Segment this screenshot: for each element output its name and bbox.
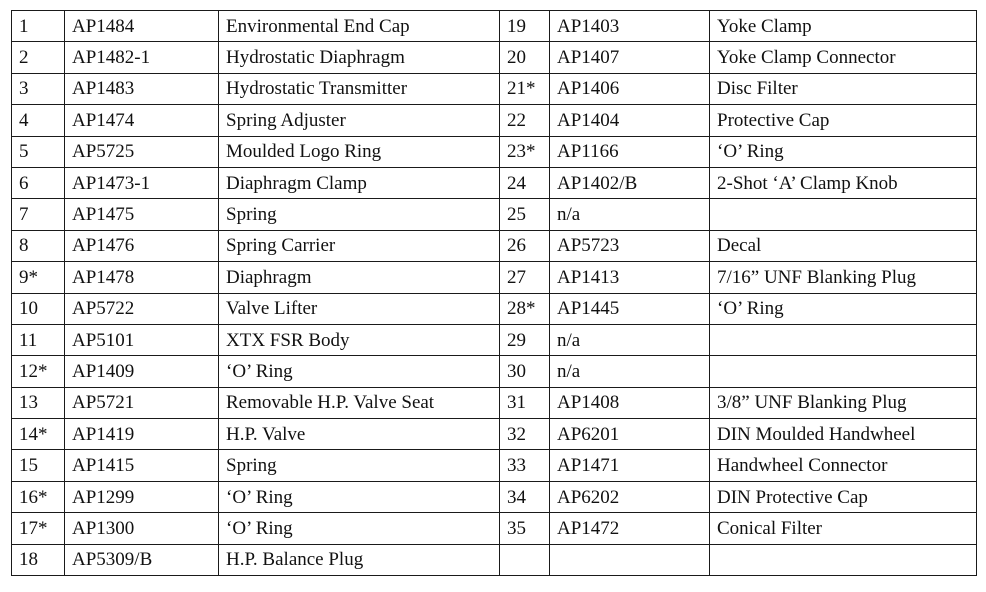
item-number-cell: 32	[500, 419, 550, 450]
table-row	[12, 356, 977, 387]
item-number-cell: 9*	[12, 262, 65, 293]
part-number-cell	[550, 544, 710, 575]
item-number-cell: 27	[500, 262, 550, 293]
part-number-cell: AP1482-1	[65, 42, 219, 73]
part-number-cell: AP1403	[550, 11, 710, 42]
part-number-cell: AP5722	[65, 293, 219, 324]
description-cell: Hydrostatic Diaphragm	[219, 42, 500, 73]
item-number-cell: 25	[500, 199, 550, 230]
item-number-cell: 12*	[12, 356, 65, 387]
item-number-cell: 16*	[12, 481, 65, 512]
part-number-cell: AP1483	[65, 73, 219, 104]
item-number-cell: 30	[500, 356, 550, 387]
part-number-cell: AP1409	[65, 356, 219, 387]
parts-list-body	[12, 11, 977, 576]
table-row	[12, 450, 977, 481]
description-cell	[710, 544, 977, 575]
description-cell	[710, 199, 977, 230]
description-cell: Decal	[710, 230, 977, 261]
item-number-cell: 13	[12, 387, 65, 418]
description-cell: Protective Cap	[710, 105, 977, 136]
part-number-cell: AP1471	[550, 450, 710, 481]
description-cell: H.P. Valve	[219, 419, 500, 450]
table-row	[12, 513, 977, 544]
description-cell: Diaphragm Clamp	[219, 167, 500, 198]
description-cell: Disc Filter	[710, 73, 977, 104]
item-number-cell: 24	[500, 167, 550, 198]
item-number-cell: 10	[12, 293, 65, 324]
description-cell: ‘O’ Ring	[710, 136, 977, 167]
description-cell	[710, 324, 977, 355]
description-cell: ‘O’ Ring	[710, 293, 977, 324]
parts-list-table	[11, 10, 977, 576]
description-cell: Yoke Clamp Connector	[710, 42, 977, 73]
description-cell: 2-Shot ‘A’ Clamp Knob	[710, 167, 977, 198]
part-number-cell: AP1478	[65, 262, 219, 293]
description-cell: Hydrostatic Transmitter	[219, 73, 500, 104]
item-number-cell: 7	[12, 199, 65, 230]
part-number-cell: n/a	[550, 356, 710, 387]
description-cell: ‘O’ Ring	[219, 481, 500, 512]
part-number-cell: AP5721	[65, 387, 219, 418]
part-number-cell: AP6201	[550, 419, 710, 450]
part-number-cell: AP1419	[65, 419, 219, 450]
description-cell: Valve Lifter	[219, 293, 500, 324]
part-number-cell: AP1406	[550, 73, 710, 104]
table-row	[12, 387, 977, 418]
item-number-cell	[500, 544, 550, 575]
description-cell: Spring	[219, 450, 500, 481]
description-cell: Diaphragm	[219, 262, 500, 293]
part-number-cell: AP1300	[65, 513, 219, 544]
table-row	[12, 105, 977, 136]
part-number-cell: AP1484	[65, 11, 219, 42]
table-row	[12, 42, 977, 73]
item-number-cell: 23*	[500, 136, 550, 167]
table-row	[12, 136, 977, 167]
part-number-cell: AP1474	[65, 105, 219, 136]
part-number-cell: AP5309/B	[65, 544, 219, 575]
part-number-cell: AP1408	[550, 387, 710, 418]
part-number-cell: AP1407	[550, 42, 710, 73]
item-number-cell: 3	[12, 73, 65, 104]
part-number-cell: AP1445	[550, 293, 710, 324]
description-cell: 7/16” UNF Blanking Plug	[710, 262, 977, 293]
part-number-cell: AP5723	[550, 230, 710, 261]
description-cell: Spring	[219, 199, 500, 230]
part-number-cell: AP1473-1	[65, 167, 219, 198]
table-row	[12, 544, 977, 575]
description-cell: DIN Protective Cap	[710, 481, 977, 512]
item-number-cell: 6	[12, 167, 65, 198]
description-cell: ‘O’ Ring	[219, 356, 500, 387]
item-number-cell: 28*	[500, 293, 550, 324]
item-number-cell: 20	[500, 42, 550, 73]
part-number-cell: AP5725	[65, 136, 219, 167]
description-cell: H.P. Balance Plug	[219, 544, 500, 575]
part-number-cell: AP1476	[65, 230, 219, 261]
part-number-cell: AP1404	[550, 105, 710, 136]
part-number-cell: AP1475	[65, 199, 219, 230]
item-number-cell: 34	[500, 481, 550, 512]
table-row	[12, 419, 977, 450]
description-cell: Handwheel Connector	[710, 450, 977, 481]
item-number-cell: 21*	[500, 73, 550, 104]
item-number-cell: 4	[12, 105, 65, 136]
description-cell	[710, 356, 977, 387]
part-number-cell: n/a	[550, 324, 710, 355]
item-number-cell: 19	[500, 11, 550, 42]
part-number-cell: AP1402/B	[550, 167, 710, 198]
description-cell: Removable H.P. Valve Seat	[219, 387, 500, 418]
table-row	[12, 73, 977, 104]
item-number-cell: 26	[500, 230, 550, 261]
part-number-cell: AP1472	[550, 513, 710, 544]
description-cell: ‘O’ Ring	[219, 513, 500, 544]
table-row	[12, 167, 977, 198]
part-number-cell: AP1299	[65, 481, 219, 512]
part-number-cell: AP6202	[550, 481, 710, 512]
item-number-cell: 11	[12, 324, 65, 355]
item-number-cell: 14*	[12, 419, 65, 450]
item-number-cell: 33	[500, 450, 550, 481]
table-row	[12, 199, 977, 230]
description-cell: DIN Moulded Handwheel	[710, 419, 977, 450]
item-number-cell: 15	[12, 450, 65, 481]
description-cell: 3/8” UNF Blanking Plug	[710, 387, 977, 418]
item-number-cell: 31	[500, 387, 550, 418]
item-number-cell: 17*	[12, 513, 65, 544]
description-cell: Moulded Logo Ring	[219, 136, 500, 167]
item-number-cell: 35	[500, 513, 550, 544]
item-number-cell: 1	[12, 11, 65, 42]
part-number-cell: n/a	[550, 199, 710, 230]
description-cell: Conical Filter	[710, 513, 977, 544]
description-cell: Spring Adjuster	[219, 105, 500, 136]
description-cell: Yoke Clamp	[710, 11, 977, 42]
table-row	[12, 230, 977, 261]
part-number-cell: AP1415	[65, 450, 219, 481]
item-number-cell: 5	[12, 136, 65, 167]
description-cell: Spring Carrier	[219, 230, 500, 261]
item-number-cell: 18	[12, 544, 65, 575]
table-row	[12, 481, 977, 512]
part-number-cell: AP1166	[550, 136, 710, 167]
table-row	[12, 262, 977, 293]
part-number-cell: AP1413	[550, 262, 710, 293]
table-row	[12, 293, 977, 324]
item-number-cell: 22	[500, 105, 550, 136]
item-number-cell: 29	[500, 324, 550, 355]
description-cell: XTX FSR Body	[219, 324, 500, 355]
part-number-cell: AP5101	[65, 324, 219, 355]
item-number-cell: 8	[12, 230, 65, 261]
table-row	[12, 11, 977, 42]
item-number-cell: 2	[12, 42, 65, 73]
description-cell: Environmental End Cap	[219, 11, 500, 42]
table-row	[12, 324, 977, 355]
